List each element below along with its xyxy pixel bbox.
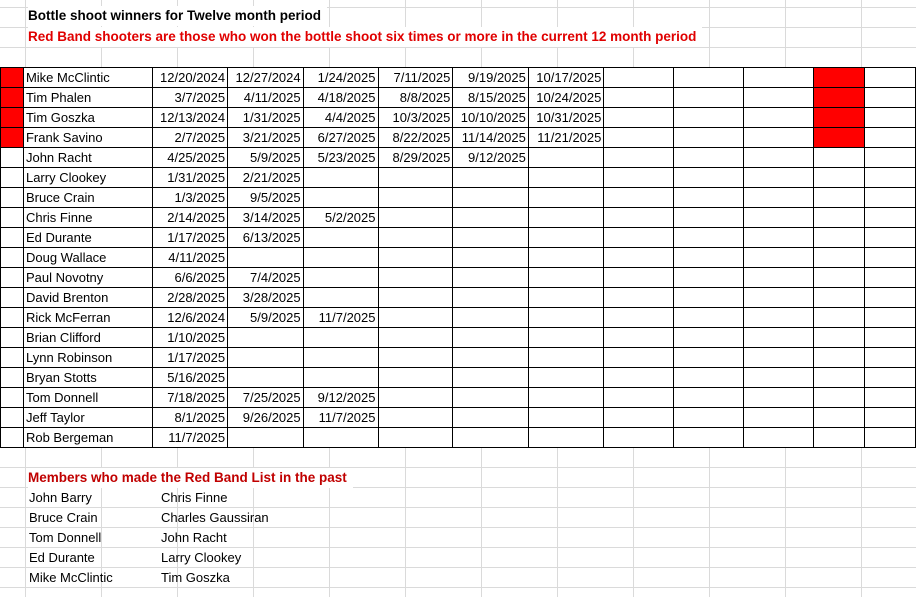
red-band-marker-cell[interactable] bbox=[1, 408, 24, 428]
win-date-cell[interactable] bbox=[744, 228, 814, 248]
win-date-cell[interactable] bbox=[865, 308, 916, 328]
shooter-name-cell[interactable]: John Racht bbox=[23, 148, 152, 168]
table-row bbox=[1, 388, 916, 408]
win-date-cell[interactable]: 1/17/2025 bbox=[152, 228, 228, 248]
win-date-cell[interactable] bbox=[453, 368, 529, 388]
win-date-cell[interactable]: 6/27/2025 bbox=[303, 128, 378, 148]
win-date-cell[interactable]: 10/10/2025 bbox=[453, 108, 529, 128]
win-date-cell[interactable] bbox=[744, 248, 814, 268]
win-date-cell[interactable] bbox=[865, 328, 916, 348]
win-date-cell[interactable] bbox=[453, 228, 529, 248]
win-date-cell[interactable] bbox=[865, 188, 916, 208]
table-row bbox=[1, 88, 916, 108]
win-date-cell[interactable] bbox=[865, 168, 916, 188]
win-date-cell[interactable] bbox=[303, 228, 378, 248]
win-date-cell[interactable] bbox=[604, 68, 674, 88]
red-band-marker-cell[interactable] bbox=[1, 248, 24, 268]
win-date-cell[interactable] bbox=[604, 88, 674, 108]
win-date-cell[interactable] bbox=[674, 388, 744, 408]
shooter-name-cell[interactable]: Tom Donnell bbox=[23, 388, 152, 408]
win-date-cell[interactable]: 11/7/2025 bbox=[303, 308, 378, 328]
win-date-cell[interactable] bbox=[865, 428, 916, 448]
win-date-cell[interactable] bbox=[378, 248, 453, 268]
win-date-cell[interactable] bbox=[674, 108, 744, 128]
win-date-cell[interactable] bbox=[528, 188, 604, 208]
table-row bbox=[1, 308, 916, 328]
win-date-cell[interactable]: 1/24/2025 bbox=[303, 68, 378, 88]
win-date-cell[interactable] bbox=[378, 188, 453, 208]
win-date-cell[interactable] bbox=[814, 108, 865, 128]
red-band-marker-cell[interactable] bbox=[1, 288, 24, 308]
win-date-cell[interactable] bbox=[814, 208, 865, 228]
win-date-cell[interactable] bbox=[674, 348, 744, 368]
shooter-name-cell[interactable]: Chris Finne bbox=[23, 208, 152, 228]
win-date-cell[interactable] bbox=[453, 408, 529, 428]
win-date-cell[interactable]: 3/28/2025 bbox=[228, 288, 304, 308]
win-date-cell[interactable] bbox=[378, 168, 453, 188]
win-date-cell[interactable] bbox=[228, 348, 304, 368]
red-band-marker-cell[interactable] bbox=[1, 68, 24, 88]
win-date-cell[interactable] bbox=[604, 228, 674, 248]
win-date-cell[interactable] bbox=[744, 288, 814, 308]
table-row bbox=[1, 268, 916, 288]
red-band-marker-cell[interactable] bbox=[1, 88, 24, 108]
table-row bbox=[1, 208, 916, 228]
win-date-cell[interactable]: 4/11/2025 bbox=[152, 248, 228, 268]
table-row bbox=[1, 328, 916, 348]
win-date-cell[interactable] bbox=[814, 308, 865, 328]
shooter-name-cell[interactable]: Larry Clookey bbox=[23, 168, 152, 188]
win-date-cell[interactable] bbox=[303, 348, 378, 368]
win-date-cell[interactable] bbox=[303, 368, 378, 388]
win-date-cell[interactable] bbox=[744, 308, 814, 328]
win-date-cell[interactable] bbox=[744, 88, 814, 108]
win-date-cell[interactable] bbox=[744, 388, 814, 408]
win-date-cell[interactable] bbox=[528, 308, 604, 328]
past-member-name[interactable]: Chris Finne bbox=[161, 490, 228, 505]
win-date-cell[interactable] bbox=[814, 128, 865, 148]
shooter-name-cell[interactable]: Doug Wallace bbox=[23, 248, 152, 268]
win-date-cell[interactable] bbox=[604, 168, 674, 188]
red-band-marker-cell[interactable] bbox=[1, 368, 24, 388]
win-date-cell[interactable] bbox=[865, 368, 916, 388]
shooter-name-cell[interactable]: Tim Goszka bbox=[23, 108, 152, 128]
win-date-cell[interactable] bbox=[303, 328, 378, 348]
win-date-cell[interactable]: 5/2/2025 bbox=[303, 208, 378, 228]
win-date-cell[interactable] bbox=[865, 88, 916, 108]
win-date-cell[interactable] bbox=[744, 368, 814, 388]
win-date-cell[interactable] bbox=[528, 388, 604, 408]
win-date-cell[interactable] bbox=[378, 268, 453, 288]
win-date-cell[interactable] bbox=[865, 128, 916, 148]
table-row bbox=[1, 108, 916, 128]
win-date-cell[interactable]: 10/31/2025 bbox=[528, 108, 604, 128]
win-date-cell[interactable]: 8/22/2025 bbox=[378, 128, 453, 148]
red-band-marker-cell[interactable] bbox=[1, 168, 24, 188]
win-date-cell[interactable]: 1/3/2025 bbox=[152, 188, 228, 208]
red-band-marker-cell[interactable] bbox=[1, 228, 24, 248]
win-date-cell[interactable]: 1/31/2025 bbox=[228, 108, 304, 128]
win-date-cell[interactable]: 2/7/2025 bbox=[152, 128, 228, 148]
win-date-cell[interactable]: 11/21/2025 bbox=[528, 128, 604, 148]
win-date-cell[interactable]: 5/16/2025 bbox=[152, 368, 228, 388]
shooter-name-cell[interactable]: Mike McClintic bbox=[23, 68, 152, 88]
win-date-cell[interactable] bbox=[674, 308, 744, 328]
table-row bbox=[1, 128, 916, 148]
win-date-cell[interactable]: 11/7/2025 bbox=[152, 428, 228, 448]
win-date-cell[interactable] bbox=[865, 388, 916, 408]
win-date-cell[interactable] bbox=[674, 148, 744, 168]
win-date-cell[interactable]: 7/4/2025 bbox=[228, 268, 304, 288]
past-member-name[interactable]: Charles Gaussiran bbox=[161, 510, 269, 525]
win-date-cell[interactable] bbox=[378, 428, 453, 448]
win-date-cell[interactable] bbox=[528, 228, 604, 248]
win-date-cell[interactable] bbox=[453, 188, 529, 208]
shooter-name-cell[interactable]: Rob Bergeman bbox=[23, 428, 152, 448]
win-date-cell[interactable] bbox=[674, 408, 744, 428]
win-date-cell[interactable] bbox=[744, 188, 814, 208]
win-date-cell[interactable]: 2/21/2025 bbox=[228, 168, 304, 188]
shooter-name-cell[interactable]: Ed Durante bbox=[23, 228, 152, 248]
win-date-cell[interactable] bbox=[528, 248, 604, 268]
red-band-marker-cell[interactable] bbox=[1, 148, 24, 168]
win-date-cell[interactable] bbox=[528, 368, 604, 388]
win-date-cell[interactable] bbox=[528, 208, 604, 228]
win-date-cell[interactable] bbox=[674, 228, 744, 248]
win-date-cell[interactable]: 11/7/2025 bbox=[303, 408, 378, 428]
win-date-cell[interactable] bbox=[453, 208, 529, 228]
win-date-cell[interactable] bbox=[228, 368, 304, 388]
win-date-cell[interactable]: 8/29/2025 bbox=[378, 148, 453, 168]
win-date-cell[interactable]: 2/28/2025 bbox=[152, 288, 228, 308]
win-date-cell[interactable] bbox=[604, 348, 674, 368]
win-date-cell[interactable] bbox=[814, 428, 865, 448]
win-date-cell[interactable] bbox=[865, 108, 916, 128]
win-date-cell[interactable] bbox=[744, 208, 814, 228]
win-date-cell[interactable] bbox=[744, 408, 814, 428]
win-date-cell[interactable] bbox=[814, 68, 865, 88]
win-date-cell[interactable] bbox=[453, 168, 529, 188]
win-date-cell[interactable] bbox=[865, 68, 916, 88]
past-member-name[interactable]: Tim Goszka bbox=[161, 570, 230, 585]
win-date-cell[interactable] bbox=[378, 208, 453, 228]
win-date-cell[interactable] bbox=[744, 328, 814, 348]
win-date-cell[interactable] bbox=[865, 288, 916, 308]
win-date-cell[interactable]: 3/14/2025 bbox=[228, 208, 304, 228]
win-date-cell[interactable] bbox=[814, 228, 865, 248]
win-date-cell[interactable]: 6/13/2025 bbox=[228, 228, 304, 248]
win-date-cell[interactable] bbox=[744, 128, 814, 148]
win-date-cell[interactable]: 7/11/2025 bbox=[378, 68, 453, 88]
win-date-cell[interactable]: 3/21/2025 bbox=[228, 128, 304, 148]
win-date-cell[interactable]: 1/31/2025 bbox=[152, 168, 228, 188]
win-date-cell[interactable] bbox=[528, 168, 604, 188]
win-date-cell[interactable] bbox=[674, 188, 744, 208]
table-row bbox=[1, 168, 916, 188]
win-date-cell[interactable] bbox=[674, 88, 744, 108]
past-member-name[interactable]: John Barry bbox=[29, 490, 92, 505]
win-date-cell[interactable] bbox=[744, 348, 814, 368]
win-date-cell[interactable]: 2/14/2025 bbox=[152, 208, 228, 228]
win-date-cell[interactable] bbox=[744, 168, 814, 188]
table-row bbox=[1, 428, 916, 448]
past-member-name[interactable]: Ed Durante bbox=[29, 550, 95, 565]
win-date-cell[interactable] bbox=[228, 248, 304, 268]
win-date-cell[interactable] bbox=[604, 388, 674, 408]
win-date-cell[interactable] bbox=[674, 368, 744, 388]
win-date-cell[interactable] bbox=[674, 168, 744, 188]
win-date-cell[interactable] bbox=[814, 248, 865, 268]
win-date-cell[interactable] bbox=[814, 388, 865, 408]
win-date-cell[interactable] bbox=[814, 408, 865, 428]
shooter-name-cell[interactable]: Brian Clifford bbox=[23, 328, 152, 348]
win-date-cell[interactable] bbox=[303, 248, 378, 268]
red-band-marker-cell[interactable] bbox=[1, 308, 24, 328]
shooter-name-cell[interactable]: Jeff Taylor bbox=[23, 408, 152, 428]
shooter-name-cell[interactable]: Bryan Stotts bbox=[23, 368, 152, 388]
win-date-cell[interactable] bbox=[604, 208, 674, 228]
win-date-cell[interactable] bbox=[453, 288, 529, 308]
win-date-cell[interactable] bbox=[744, 108, 814, 128]
win-date-cell[interactable]: 7/25/2025 bbox=[228, 388, 304, 408]
win-date-cell[interactable] bbox=[814, 348, 865, 368]
win-date-cell[interactable] bbox=[744, 68, 814, 88]
win-date-cell[interactable] bbox=[865, 228, 916, 248]
win-date-cell[interactable] bbox=[604, 308, 674, 328]
win-date-cell[interactable] bbox=[865, 348, 916, 368]
win-date-cell[interactable]: 6/6/2025 bbox=[152, 268, 228, 288]
win-date-cell[interactable] bbox=[814, 268, 865, 288]
win-date-cell[interactable] bbox=[674, 208, 744, 228]
win-date-cell[interactable] bbox=[814, 168, 865, 188]
win-date-cell[interactable] bbox=[453, 388, 529, 408]
win-date-cell[interactable] bbox=[744, 428, 814, 448]
past-member-name[interactable]: John Racht bbox=[161, 530, 227, 545]
win-date-cell[interactable]: 10/24/2025 bbox=[528, 88, 604, 108]
win-date-cell[interactable] bbox=[604, 188, 674, 208]
win-date-cell[interactable]: 8/8/2025 bbox=[378, 88, 453, 108]
win-date-cell[interactable] bbox=[378, 408, 453, 428]
win-date-cell[interactable] bbox=[528, 428, 604, 448]
win-date-cell[interactable]: 12/6/2024 bbox=[152, 308, 228, 328]
win-date-cell[interactable] bbox=[814, 88, 865, 108]
shooter-name-cell[interactable]: Frank Savino bbox=[23, 128, 152, 148]
win-date-cell[interactable]: 10/17/2025 bbox=[528, 68, 604, 88]
win-date-cell[interactable] bbox=[674, 248, 744, 268]
win-date-cell[interactable] bbox=[453, 268, 529, 288]
win-date-cell[interactable] bbox=[865, 408, 916, 428]
table-row bbox=[1, 368, 916, 388]
red-band-marker-cell[interactable] bbox=[1, 348, 24, 368]
win-date-cell[interactable] bbox=[528, 268, 604, 288]
win-date-cell[interactable]: 9/12/2025 bbox=[453, 148, 529, 168]
red-band-marker-cell[interactable] bbox=[1, 328, 24, 348]
table-row bbox=[1, 348, 916, 368]
win-date-cell[interactable] bbox=[378, 328, 453, 348]
win-date-cell[interactable]: 9/12/2025 bbox=[303, 388, 378, 408]
win-date-cell[interactable] bbox=[378, 368, 453, 388]
win-date-cell[interactable] bbox=[303, 428, 378, 448]
win-date-cell[interactable] bbox=[528, 348, 604, 368]
past-member-name[interactable]: Larry Clookey bbox=[161, 550, 242, 565]
win-date-cell[interactable]: 9/26/2025 bbox=[228, 408, 304, 428]
win-date-cell[interactable] bbox=[604, 328, 674, 348]
table-row bbox=[1, 148, 916, 168]
win-date-cell[interactable] bbox=[303, 188, 378, 208]
table-row bbox=[1, 248, 916, 268]
win-date-cell[interactable]: 12/20/2024 bbox=[152, 68, 228, 88]
win-date-cell[interactable] bbox=[865, 208, 916, 228]
win-date-cell[interactable] bbox=[604, 248, 674, 268]
past-member-name[interactable]: Tom Donnell bbox=[29, 530, 102, 545]
red-band-marker-cell[interactable] bbox=[1, 268, 24, 288]
win-date-cell[interactable] bbox=[453, 308, 529, 328]
table-row bbox=[1, 288, 916, 308]
win-date-cell[interactable]: 9/19/2025 bbox=[453, 68, 529, 88]
table-row bbox=[1, 68, 916, 88]
win-date-cell[interactable] bbox=[604, 368, 674, 388]
shooter-name-cell[interactable]: Tim Phalen bbox=[23, 88, 152, 108]
win-date-cell[interactable]: 1/10/2025 bbox=[152, 328, 228, 348]
win-date-cell[interactable] bbox=[378, 308, 453, 328]
win-date-cell[interactable] bbox=[528, 148, 604, 168]
win-date-cell[interactable] bbox=[744, 148, 814, 168]
win-date-cell[interactable] bbox=[814, 188, 865, 208]
win-date-cell[interactable]: 10/3/2025 bbox=[378, 108, 453, 128]
red-band-marker-cell[interactable] bbox=[1, 388, 24, 408]
win-date-cell[interactable]: 4/18/2025 bbox=[303, 88, 378, 108]
win-date-cell[interactable] bbox=[604, 428, 674, 448]
win-date-cell[interactable]: 12/27/2024 bbox=[228, 68, 304, 88]
win-date-cell[interactable] bbox=[303, 168, 378, 188]
win-date-cell[interactable] bbox=[604, 288, 674, 308]
red-band-marker-cell[interactable] bbox=[1, 108, 24, 128]
win-date-cell[interactable] bbox=[674, 428, 744, 448]
win-date-cell[interactable] bbox=[814, 368, 865, 388]
win-date-cell[interactable] bbox=[604, 108, 674, 128]
win-date-cell[interactable] bbox=[604, 408, 674, 428]
win-date-cell[interactable] bbox=[744, 268, 814, 288]
win-date-cell[interactable] bbox=[814, 328, 865, 348]
win-date-cell[interactable] bbox=[228, 328, 304, 348]
table-row bbox=[1, 188, 916, 208]
win-date-cell[interactable] bbox=[674, 288, 744, 308]
win-date-cell[interactable] bbox=[378, 228, 453, 248]
win-date-cell[interactable] bbox=[865, 268, 916, 288]
win-date-cell[interactable] bbox=[814, 288, 865, 308]
win-date-cell[interactable] bbox=[604, 148, 674, 168]
win-date-cell[interactable] bbox=[674, 68, 744, 88]
sheet-title: Bottle shoot winners for Twelve month period bbox=[28, 6, 327, 26]
shooter-name-cell[interactable]: Lynn Robinson bbox=[23, 348, 152, 368]
win-date-cell[interactable] bbox=[814, 148, 865, 168]
win-date-cell[interactable] bbox=[528, 288, 604, 308]
shooter-name-cell[interactable]: Paul Novotny bbox=[23, 268, 152, 288]
win-date-cell[interactable] bbox=[453, 428, 529, 448]
win-date-cell[interactable] bbox=[604, 268, 674, 288]
win-date-cell[interactable] bbox=[378, 388, 453, 408]
win-date-cell[interactable] bbox=[528, 408, 604, 428]
win-date-cell[interactable] bbox=[453, 248, 529, 268]
win-date-cell[interactable] bbox=[453, 348, 529, 368]
win-date-cell[interactable]: 3/7/2025 bbox=[152, 88, 228, 108]
win-date-cell[interactable] bbox=[865, 248, 916, 268]
win-date-cell[interactable]: 11/14/2025 bbox=[453, 128, 529, 148]
win-date-cell[interactable] bbox=[378, 348, 453, 368]
win-date-cell[interactable]: 4/25/2025 bbox=[152, 148, 228, 168]
past-member-name[interactable]: Bruce Crain bbox=[29, 510, 98, 525]
win-date-cell[interactable] bbox=[604, 128, 674, 148]
win-date-cell[interactable] bbox=[378, 288, 453, 308]
shooter-name-cell[interactable]: Bruce Crain bbox=[23, 188, 152, 208]
table-row bbox=[1, 408, 916, 428]
past-member-name[interactable]: Mike McClintic bbox=[29, 570, 113, 585]
win-date-cell[interactable]: 5/23/2025 bbox=[303, 148, 378, 168]
win-date-cell[interactable]: 5/9/2025 bbox=[228, 148, 304, 168]
red-band-marker-cell[interactable] bbox=[1, 208, 24, 228]
win-date-cell[interactable] bbox=[228, 428, 304, 448]
win-date-cell[interactable] bbox=[674, 328, 744, 348]
win-date-cell[interactable]: 9/5/2025 bbox=[228, 188, 304, 208]
win-date-cell[interactable]: 12/13/2024 bbox=[152, 108, 228, 128]
red-band-marker-cell[interactable] bbox=[1, 428, 24, 448]
win-date-cell[interactable] bbox=[674, 128, 744, 148]
table-row bbox=[1, 228, 916, 248]
win-date-cell[interactable]: 4/11/2025 bbox=[228, 88, 304, 108]
red-band-marker-cell[interactable] bbox=[1, 128, 24, 148]
past-red-band-title: Members who made the Red Band List in the past bbox=[28, 468, 353, 488]
sheet-subtitle: Red Band shooters are those who won the bottle shoot six times or more in the current 12 month period bbox=[28, 27, 702, 47]
win-date-cell[interactable]: 8/1/2025 bbox=[152, 408, 228, 428]
win-date-cell[interactable]: 1/17/2025 bbox=[152, 348, 228, 368]
win-date-cell[interactable] bbox=[303, 268, 378, 288]
win-date-cell[interactable]: 8/15/2025 bbox=[453, 88, 529, 108]
winners-table bbox=[0, 67, 916, 448]
win-date-cell[interactable] bbox=[528, 328, 604, 348]
shooter-name-cell[interactable]: Rick McFerran bbox=[23, 308, 152, 328]
red-band-marker-cell[interactable] bbox=[1, 188, 24, 208]
win-date-cell[interactable] bbox=[865, 148, 916, 168]
shooter-name-cell[interactable]: David Brenton bbox=[23, 288, 152, 308]
win-date-cell[interactable]: 4/4/2025 bbox=[303, 108, 378, 128]
win-date-cell[interactable] bbox=[453, 328, 529, 348]
win-date-cell[interactable] bbox=[303, 288, 378, 308]
win-date-cell[interactable]: 5/9/2025 bbox=[228, 308, 304, 328]
win-date-cell[interactable]: 7/18/2025 bbox=[152, 388, 228, 408]
win-date-cell[interactable] bbox=[674, 268, 744, 288]
